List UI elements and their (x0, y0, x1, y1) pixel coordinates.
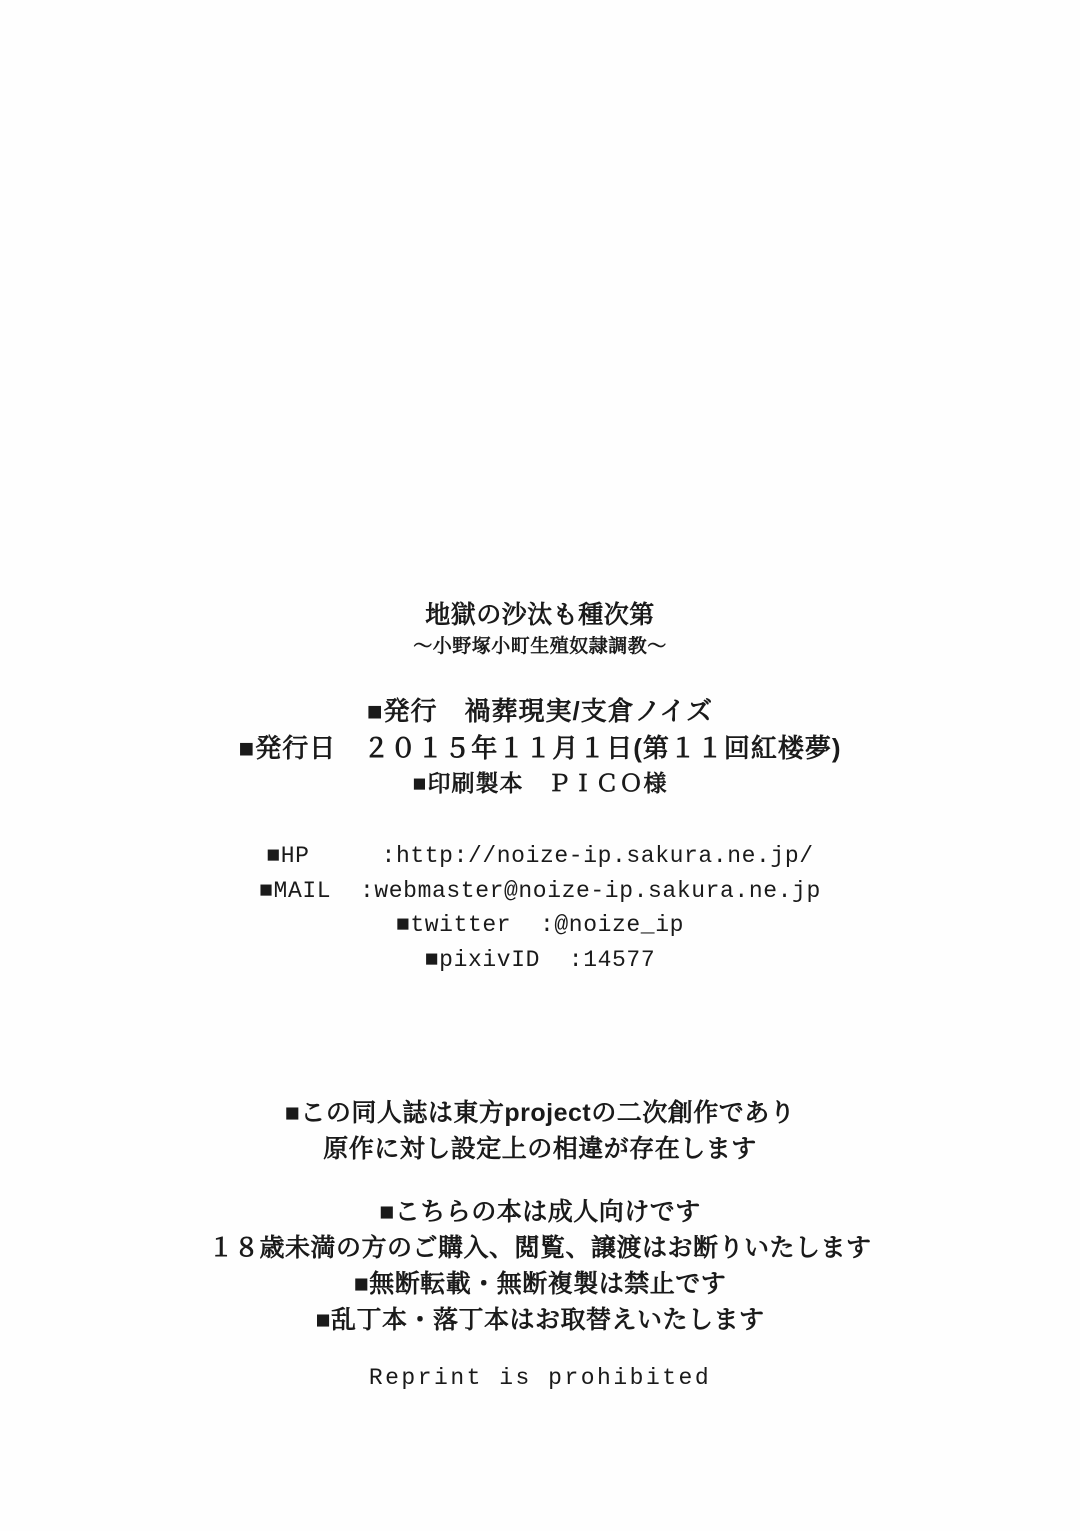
credit-publisher: ■発行 禍葬現実/支倉ノイズ (366, 696, 714, 726)
credits-block (0, 693, 1080, 799)
contact-pixiv-id: ■pixivID :14577 (424, 946, 656, 973)
note-defective-copy: ■乱丁本・落丁本はお取替えいたします (315, 1306, 765, 1335)
note-derivative-line-2: 原作に対し設定上の相違が存在します (323, 1135, 757, 1164)
title-block (0, 600, 1080, 659)
page-subtitle: 〜小野塚小町生殖奴隷調教〜 (413, 636, 667, 658)
note-no-reprint: ■無断転載・無断複製は禁止です (353, 1270, 727, 1298)
contact-homepage: ■HP :http://noize-ip.sakura.ne.jp/ (266, 843, 814, 870)
colophon-block (0, 600, 1080, 977)
credit-publish-date: ■発行日 ２０１５年１１月１日(第１１回紅楼夢) (238, 732, 842, 763)
notes-adult-warning (0, 1194, 1080, 1339)
page-title: 地獄の沙汰も種次第 (425, 601, 655, 629)
credit-printing: ■印刷製本 ＰＩＣＯ様 (412, 769, 668, 796)
contact-twitter: ■twitter :@noize_ip (395, 912, 685, 939)
contacts-block (0, 839, 1080, 977)
note-adult-line-2: １８歳未満の方のご購入、閲覧、譲渡はお断りいたします (208, 1233, 872, 1262)
note-adult-line-1: ■こちらの本は成人向けです (379, 1197, 701, 1226)
notes-derivative-work (0, 1095, 1080, 1168)
contact-mail: ■MAIL :webmaster@noize-ip.sakura.ne.jp (259, 877, 821, 904)
reprint-notice: Reprint is prohibited (368, 1364, 712, 1391)
note-derivative-line-1: ■この同人誌は東方projectの二次創作であり (284, 1099, 796, 1127)
notes-block (0, 1095, 1080, 1391)
